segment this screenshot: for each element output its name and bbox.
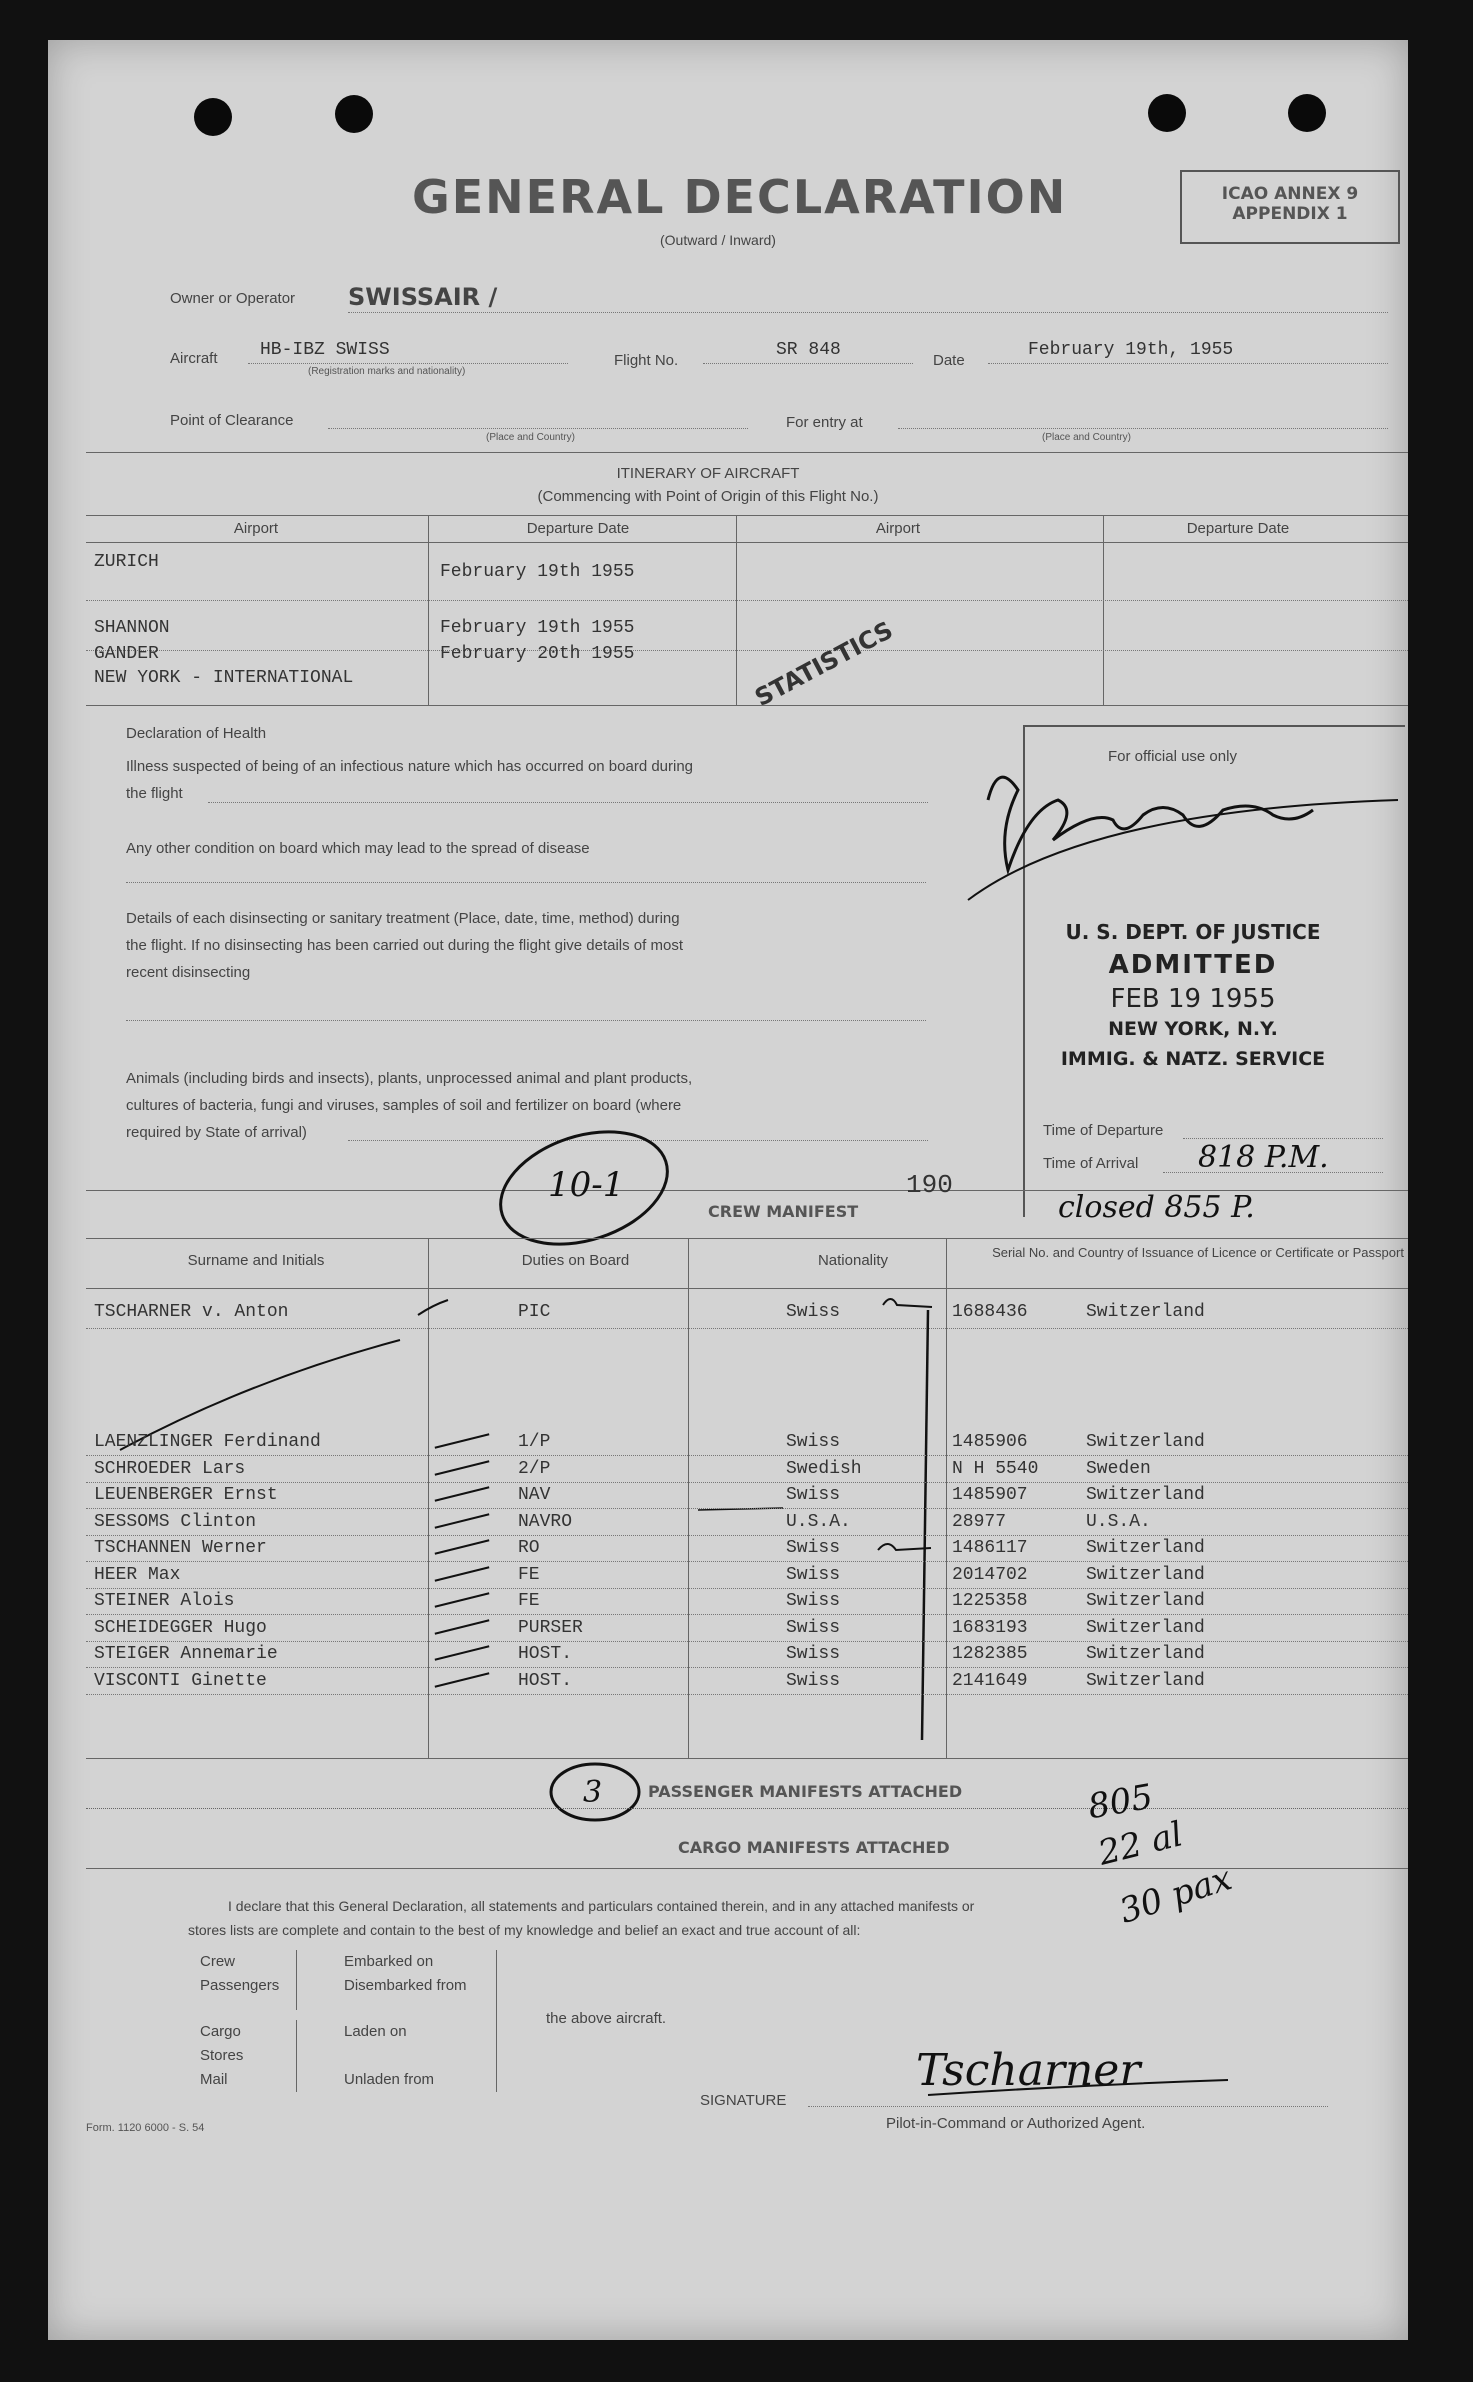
crew-duty: 2/P bbox=[518, 1458, 551, 1479]
health-q3a: Details of each disinsecting or sanitary treatment (Place, date, time, method) during bbox=[126, 910, 680, 927]
crew-country: Switzerland bbox=[1086, 1670, 1205, 1691]
crew-country: Switzerland bbox=[1086, 1564, 1205, 1585]
document-title: GENERAL DECLARATION bbox=[412, 170, 1068, 224]
itinerary-header-airport: Airport bbox=[233, 520, 279, 537]
crew-duty: PURSER bbox=[518, 1617, 583, 1638]
crew-country: Switzerland bbox=[1086, 1617, 1205, 1638]
crew-serial: 2014702 bbox=[952, 1564, 1028, 1585]
crew-nationality: Swiss bbox=[786, 1302, 841, 1322]
crew-duty: NAV bbox=[518, 1485, 551, 1505]
unladen-label: Unladen from bbox=[344, 2071, 435, 2088]
crew-duty: PIC bbox=[518, 1302, 551, 1322]
crew-name: LAENZLINGER Ferdinand bbox=[94, 1432, 321, 1452]
crew-country: Switzerland bbox=[1086, 1485, 1205, 1505]
passengers-label: Passengers bbox=[200, 1977, 280, 1994]
time-of-arrival-value: 818 P.M. bbox=[1198, 1140, 1329, 1175]
crew-name: SCHROEDER Lars bbox=[94, 1458, 246, 1479]
aircraft-value: HB-IBZ SWISS bbox=[260, 340, 390, 360]
health-q2: Any other condition on board which may lead to the spread of disease bbox=[126, 840, 590, 857]
crew-label: Crew bbox=[200, 1953, 236, 1970]
crew-serial: 1282385 bbox=[952, 1644, 1028, 1664]
flight-value: SR 848 bbox=[776, 340, 841, 360]
crew-name: STEINER Alois bbox=[94, 1591, 235, 1611]
crew-name: STEIGER Annemarie bbox=[94, 1644, 278, 1664]
admitted-stamp-line1: U. S. DEPT. OF JUSTICE bbox=[1065, 920, 1321, 944]
crew-nationality: U.S.A. bbox=[786, 1511, 851, 1532]
health-q3b: the flight. If no disinsecting has been carried out during the flight give details of most bbox=[126, 937, 683, 954]
hand-note-805: 805 bbox=[1085, 1776, 1156, 1828]
health-q4a: Animals (including birds and insects), plants, unprocessed animal and plant products, bbox=[126, 1070, 693, 1087]
health-q3c: recent disinsecting bbox=[126, 964, 251, 981]
signature-value: Tscharner bbox=[916, 2045, 1141, 2096]
tick-mark bbox=[435, 1513, 490, 1528]
owner-value: SWISSAIR / bbox=[348, 283, 498, 311]
crew-name: HEER Max bbox=[94, 1564, 181, 1585]
tick-mark bbox=[435, 1539, 490, 1554]
punch-hole bbox=[1288, 94, 1326, 132]
crew-manifest-title: CREW MANIFEST bbox=[708, 1202, 859, 1221]
crew-header-duties: Duties on Board bbox=[521, 1252, 630, 1269]
agent-label: Pilot-in-Command or Authorized Agent. bbox=[886, 2115, 1146, 2132]
itinerary-airport-2: SHANNON bbox=[94, 618, 170, 638]
time-of-departure-label: Time of Departure bbox=[1043, 1122, 1164, 1139]
admitted-stamp-line3: FEB 19 1955 bbox=[1110, 984, 1276, 1014]
crew-duty: HOST. bbox=[518, 1644, 573, 1664]
crew-serial: 1485906 bbox=[952, 1432, 1028, 1452]
clearance-note: (Place and Country) bbox=[486, 432, 575, 443]
circle-note: 10-1 bbox=[548, 1165, 625, 1205]
crew-country: Switzerland bbox=[1086, 1432, 1205, 1452]
crew-serial: 28977 bbox=[952, 1511, 1007, 1532]
date-label: Date bbox=[933, 352, 965, 369]
owner-label: Owner or Operator bbox=[170, 290, 296, 307]
crew-name: LEUENBERGER Ernst bbox=[94, 1485, 278, 1505]
itinerary-subtitle: (Commencing with Point of Origin of this Flight No.) bbox=[537, 488, 879, 505]
annex-line2: APPENDIX 1 bbox=[1232, 204, 1348, 224]
tick-mark bbox=[435, 1619, 490, 1634]
official-use-label: For official use only bbox=[1108, 748, 1237, 765]
crew-nationality: Swiss bbox=[786, 1591, 841, 1611]
crew-country: Switzerland bbox=[1086, 1538, 1205, 1558]
crew-header-surname: Surname and Initials bbox=[187, 1252, 325, 1269]
declaration-line2: stores lists are complete and contain to the best of my knowledge and belief an exact and true account of all: bbox=[188, 1922, 861, 1938]
crew-country: Switzerland bbox=[1086, 1644, 1205, 1664]
tick-mark bbox=[435, 1486, 490, 1501]
itinerary-header-departure: Departure Date bbox=[526, 520, 630, 537]
crew-nationality: Swiss bbox=[786, 1670, 841, 1691]
form-number: Form. 1120 6000 - S. 54 bbox=[86, 2122, 205, 2134]
closed-note: closed 855 P. bbox=[1058, 1190, 1255, 1225]
itinerary-airport-3: GANDER bbox=[94, 644, 159, 664]
crew-country: Sweden bbox=[1086, 1458, 1151, 1479]
tick-mark bbox=[435, 1592, 490, 1607]
crew-country: Switzerland bbox=[1086, 1302, 1205, 1322]
aircraft-label: Aircraft bbox=[170, 350, 218, 367]
admitted-stamp-line4: NEW YORK, N.Y. bbox=[1108, 1018, 1278, 1040]
itinerary-header-departure-2: Departure Date bbox=[1186, 520, 1290, 537]
disembarked-label: Disembarked from bbox=[344, 1977, 467, 1994]
itinerary-date-3: February 20th 1955 bbox=[440, 644, 635, 664]
hand-note-30pax: 30 pax bbox=[1114, 1858, 1237, 1932]
health-q4b: cultures of bacteria, fungi and viruses, samples of soil and fertilizer on board (where bbox=[126, 1097, 682, 1114]
itinerary-airport-4: NEW YORK - INTERNATIONAL bbox=[94, 668, 354, 688]
annex-line1: ICAO ANNEX 9 bbox=[1221, 184, 1359, 204]
crew-name: TSCHARNER v. Anton bbox=[94, 1302, 289, 1322]
entry-note: (Place and Country) bbox=[1042, 432, 1131, 443]
passenger-manifests-label: PASSENGER MANIFESTS ATTACHED bbox=[648, 1782, 963, 1801]
punch-hole bbox=[335, 95, 373, 133]
document-page bbox=[48, 40, 1408, 2340]
health-q1a: Illness suspected of being of an infectious nature which has occurred on board during bbox=[126, 758, 694, 775]
stores-label: Stores bbox=[200, 2047, 244, 2064]
crew-duty: 1/P bbox=[518, 1432, 551, 1452]
passenger-count: 3 bbox=[583, 1775, 603, 1810]
statistics-stamp: STATISTICS bbox=[750, 616, 898, 712]
time-of-arrival-label: Time of Arrival bbox=[1043, 1155, 1139, 1172]
itinerary-airport-1: ZURICH bbox=[94, 552, 159, 572]
health-q4c: required by State of arrival) bbox=[126, 1124, 307, 1141]
crew-serial: N H 5540 bbox=[952, 1458, 1039, 1479]
laden-label: Laden on bbox=[344, 2023, 407, 2040]
crew-serial: 1683193 bbox=[952, 1617, 1028, 1638]
punch-hole bbox=[1148, 94, 1186, 132]
crew-header-serial: Serial No. and Country of Issuance of Licence or Certificate or Passport bbox=[992, 1245, 1404, 1260]
itinerary-date-2: February 19th 1955 bbox=[440, 618, 635, 638]
crew-country: Switzerland bbox=[1086, 1591, 1205, 1611]
cargo-label: Cargo bbox=[200, 2023, 241, 2040]
crew-serial: 2141649 bbox=[952, 1670, 1028, 1691]
flight-label: Flight No. bbox=[614, 352, 679, 369]
crew-nationality: Swiss bbox=[786, 1538, 841, 1558]
crew-number: 190 bbox=[906, 1170, 953, 1200]
tick-mark bbox=[435, 1672, 490, 1687]
crew-serial: 1485907 bbox=[952, 1485, 1028, 1505]
crew-duty: NAVRO bbox=[518, 1511, 573, 1532]
hand-note-22al: 22 al bbox=[1094, 1814, 1187, 1874]
crew-nationality: Swiss bbox=[786, 1617, 841, 1638]
crew-serial: 1486117 bbox=[952, 1538, 1028, 1558]
crew-duty: FE bbox=[518, 1591, 540, 1611]
itinerary-header-airport-2: Airport bbox=[875, 520, 921, 537]
date-value: February 19th, 1955 bbox=[1028, 340, 1234, 360]
crew-nationality: Swedish bbox=[786, 1458, 862, 1479]
crew-name: SESSOMS Clinton bbox=[94, 1511, 257, 1532]
tick-mark bbox=[435, 1566, 490, 1581]
crew-name: TSCHANNEN Werner bbox=[94, 1538, 267, 1558]
crew-header-nationality: Nationality bbox=[817, 1252, 889, 1269]
above-aircraft-label: the above aircraft. bbox=[546, 2010, 667, 2027]
crew-nationality: Swiss bbox=[786, 1644, 841, 1664]
document-subtitle: (Outward / Inward) bbox=[660, 232, 776, 248]
tick-mark bbox=[435, 1645, 490, 1660]
clearance-label: Point of Clearance bbox=[170, 412, 294, 429]
crew-nationality: Swiss bbox=[786, 1432, 841, 1452]
crew-serial: 1225358 bbox=[952, 1591, 1028, 1611]
crew-country: U.S.A. bbox=[1086, 1511, 1151, 1532]
annex-box bbox=[1180, 170, 1400, 244]
admitted-stamp-line5: IMMIG. & NATZ. SERVICE bbox=[1060, 1048, 1326, 1070]
itinerary-title: ITINERARY OF AIRCRAFT bbox=[616, 465, 800, 482]
crew-serial: 1688436 bbox=[952, 1302, 1028, 1322]
crew-nationality: Swiss bbox=[786, 1485, 841, 1505]
crew-duty: HOST. bbox=[518, 1670, 573, 1691]
signature-underline bbox=[48, 40, 49, 41]
punch-hole bbox=[194, 98, 232, 136]
crew-name: SCHEIDEGGER Hugo bbox=[94, 1617, 267, 1638]
crew-duty: RO bbox=[518, 1538, 540, 1558]
entry-label: For entry at bbox=[786, 414, 863, 431]
itinerary-date-1: February 19th 1955 bbox=[440, 562, 635, 582]
crew-name: VISCONTI Ginette bbox=[94, 1670, 267, 1691]
signature-label: SIGNATURE bbox=[700, 2092, 787, 2109]
cargo-manifests-label: CARGO MANIFESTS ATTACHED bbox=[678, 1838, 950, 1857]
crew-duty: FE bbox=[518, 1564, 540, 1585]
declaration-line1: I declare that this General Declaration, all statements and particulars contained therein, and in any attached manifests or bbox=[228, 1898, 975, 1914]
mail-label: Mail bbox=[200, 2071, 228, 2088]
admitted-stamp-line2: ADMITTED bbox=[1108, 950, 1278, 980]
crew-nationality: Swiss bbox=[786, 1564, 841, 1585]
health-q1b: the flight bbox=[126, 785, 183, 802]
tick-mark bbox=[435, 1460, 490, 1475]
embarked-label: Embarked on bbox=[344, 1953, 434, 1970]
aircraft-note: (Registration marks and nationality) bbox=[308, 366, 466, 377]
tick-mark bbox=[435, 1433, 490, 1448]
health-title: Declaration of Health bbox=[126, 725, 267, 742]
